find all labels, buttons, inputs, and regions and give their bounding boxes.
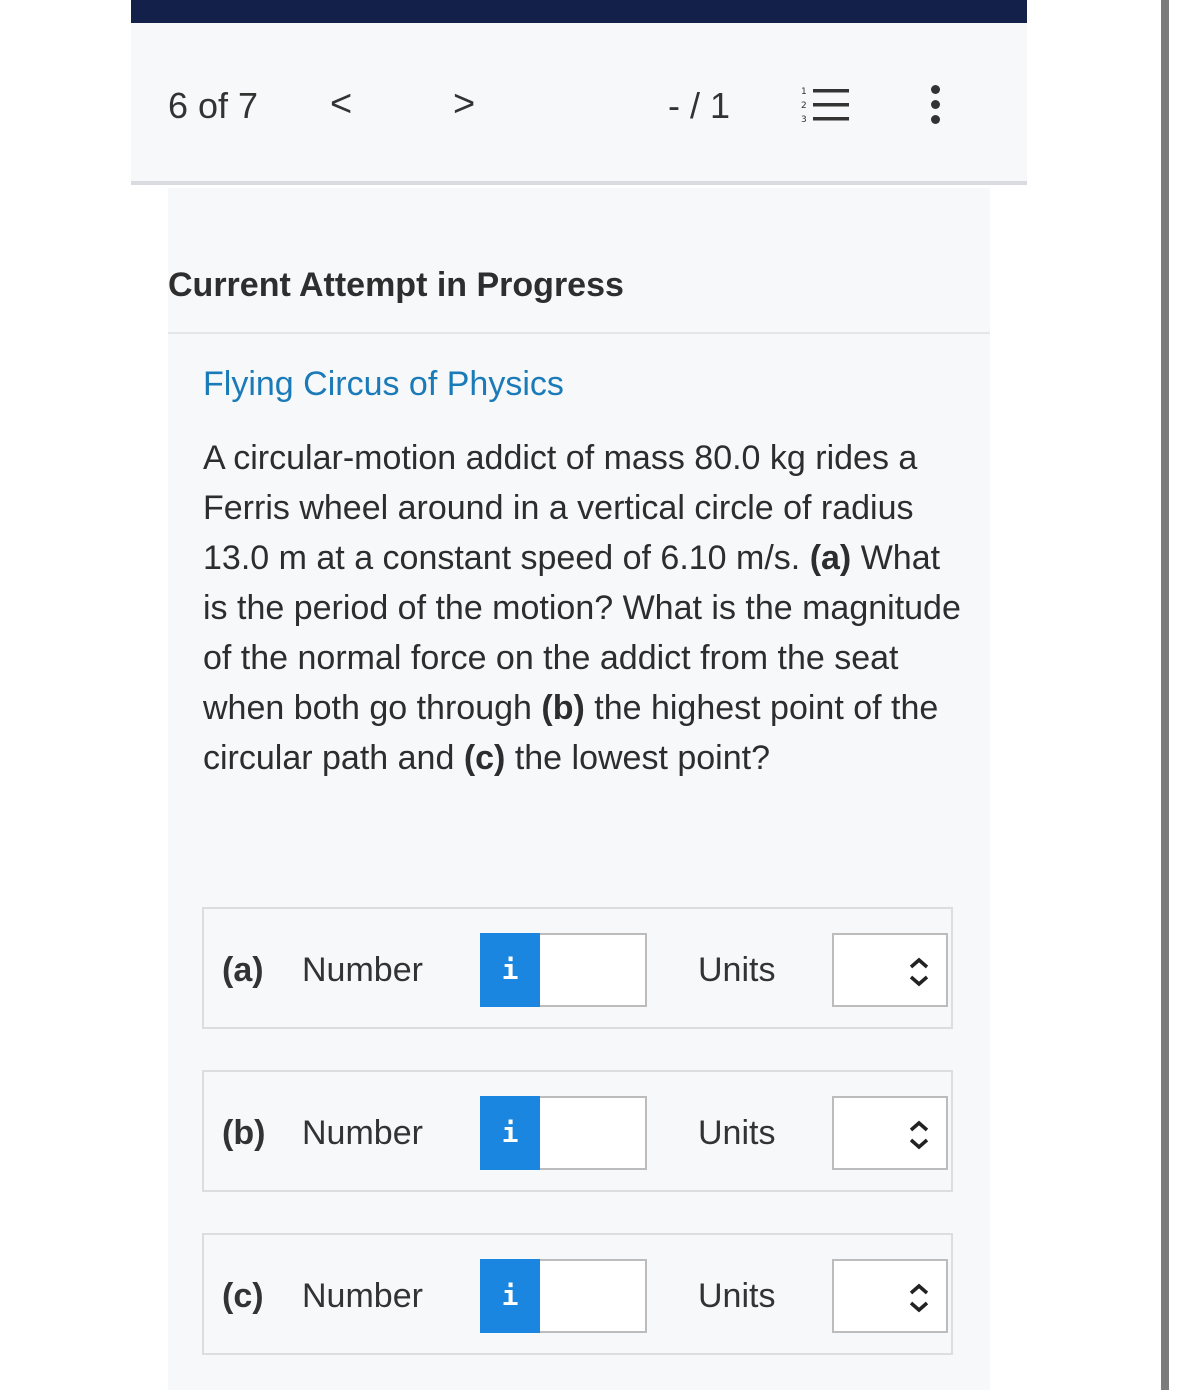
- number-input-a[interactable]: [540, 933, 647, 1007]
- more-vertical-icon[interactable]: [928, 85, 942, 125]
- divider: [168, 332, 990, 334]
- units-select-b[interactable]: [832, 1096, 948, 1170]
- number-label: Number: [302, 951, 423, 989]
- svg-text:3: 3: [801, 115, 807, 125]
- info-button[interactable]: i: [480, 1259, 540, 1333]
- answer-row-c: [202, 1233, 953, 1355]
- answer-row-b: [202, 1070, 953, 1192]
- units-select-c[interactable]: [832, 1259, 948, 1333]
- number-input-c[interactable]: [540, 1259, 647, 1333]
- units-label: Units: [698, 951, 776, 989]
- question-text: [203, 433, 973, 783]
- previous-question-button[interactable]: <: [330, 83, 353, 125]
- score-display: - / 1: [668, 85, 731, 126]
- svg-text:1: 1: [801, 87, 807, 97]
- question-text-part: the highest point of the circular path and: [203, 689, 939, 777]
- info-button[interactable]: i: [480, 1096, 540, 1170]
- question-panel: [168, 188, 990, 1390]
- number-input-b[interactable]: [540, 1096, 647, 1170]
- part-label: (a): [222, 951, 264, 989]
- question-source: Flying Circus of Physics: [203, 365, 564, 403]
- question-counter: 6 of 7: [168, 85, 259, 126]
- scrollbar[interactable]: [1161, 0, 1169, 1390]
- number-label: Number: [302, 1114, 423, 1152]
- units-label: Units: [698, 1277, 776, 1315]
- up-down-chevron-icon: [906, 955, 932, 989]
- next-question-button[interactable]: >: [453, 83, 476, 125]
- question-header: [131, 23, 1027, 185]
- attempt-title: Current Attempt in Progress: [168, 266, 624, 304]
- numbered-list-icon[interactable]: [799, 85, 851, 125]
- up-down-chevron-icon: [906, 1118, 932, 1152]
- question-text-part: the lowest point?: [505, 739, 770, 777]
- part-label: (b): [222, 1114, 266, 1152]
- top-bar: [131, 0, 1027, 23]
- units-select-a[interactable]: [832, 933, 948, 1007]
- question-part-b: (b): [541, 689, 585, 727]
- question-text-part: A circular-motion addict of mass 80.0 kg rides a Ferris wheel around in a vertical circle of radius 13.0 m at a constant speed of 6.10 m/s.: [203, 439, 918, 577]
- info-button[interactable]: i: [480, 933, 540, 1007]
- question-part-c: (c): [463, 739, 506, 777]
- number-label: Number: [302, 1277, 423, 1315]
- svg-text:2: 2: [801, 101, 807, 111]
- units-label: Units: [698, 1114, 776, 1152]
- answer-row-a: [202, 907, 953, 1029]
- up-down-chevron-icon: [906, 1281, 932, 1315]
- part-label: (c): [222, 1277, 264, 1315]
- question-text-part: What is the period of the motion? What is the magnitude of the normal force on the addict from the seat when both go through: [203, 539, 961, 727]
- question-part-a: (a): [809, 539, 852, 577]
